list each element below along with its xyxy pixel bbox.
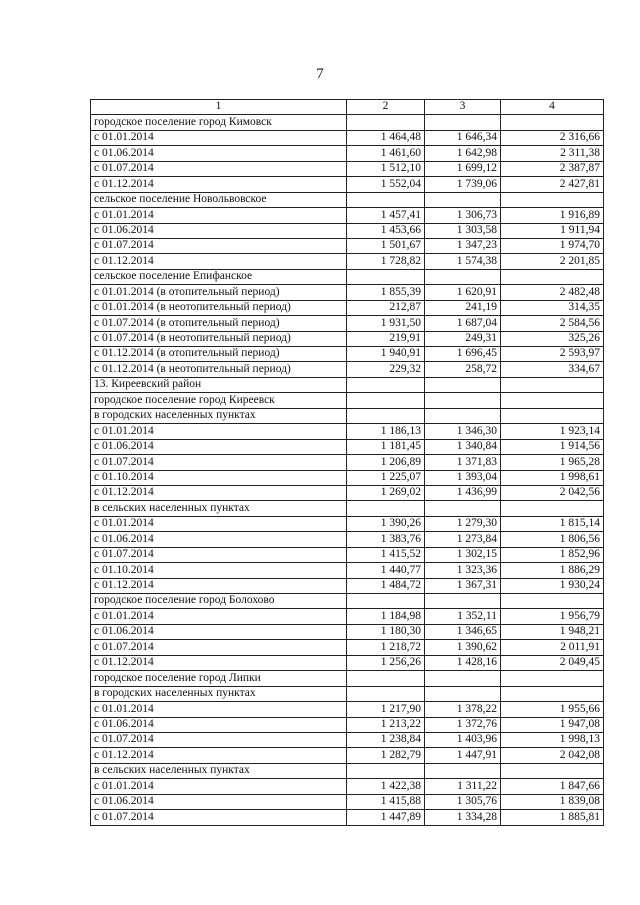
value-cell: [347, 192, 425, 207]
value-cell: 1 282,79: [347, 748, 425, 763]
value-cell: 1 206,89: [347, 455, 425, 470]
value-cell: 1 574,38: [425, 254, 501, 269]
row-label-cell: с 01.01.2014 (в неотопительный период): [91, 300, 347, 315]
row-label-cell: с 01.10.2014: [91, 563, 347, 578]
value-cell: 2 311,38: [501, 146, 604, 161]
value-cell: 1 806,56: [501, 532, 604, 547]
value-cell: 1 340,84: [425, 439, 501, 454]
value-cell: 2 042,56: [501, 485, 604, 500]
value-cell: 1 311,22: [425, 779, 501, 794]
value-cell: [347, 408, 425, 423]
row-label-cell: с 01.01.2014: [91, 424, 347, 439]
row-label-cell: с 01.07.2014: [91, 161, 347, 176]
value-cell: 1 464,48: [347, 130, 425, 145]
value-cell: 1 184,98: [347, 609, 425, 624]
table-row: [91, 686, 604, 701]
table-header-row: [91, 100, 604, 115]
value-cell: 2 011,91: [501, 640, 604, 655]
value-cell: 1 642,98: [425, 146, 501, 161]
value-cell: 1 390,26: [347, 516, 425, 531]
value-cell: [347, 763, 425, 778]
value-cell: 1 974,70: [501, 238, 604, 253]
value-cell: [347, 269, 425, 284]
value-cell: 1 956,79: [501, 609, 604, 624]
value-cell: 1 947,08: [501, 717, 604, 732]
value-cell: 1 728,82: [347, 254, 425, 269]
table-row: [91, 547, 604, 562]
value-cell: [501, 594, 604, 609]
tariff-table-body: [91, 100, 604, 826]
table-row: [91, 130, 604, 145]
value-cell: 1 447,91: [425, 748, 501, 763]
row-label-cell: с 01.07.2014 (в неотопительный период): [91, 331, 347, 346]
table-row: [91, 748, 604, 763]
value-cell: 1 699,12: [425, 161, 501, 176]
value-cell: [501, 192, 604, 207]
value-cell: [501, 393, 604, 408]
value-cell: [425, 192, 501, 207]
row-label-cell: городское поселение город Киреевск: [91, 393, 347, 408]
row-label-cell: с 01.07.2014: [91, 732, 347, 747]
table-row: [91, 192, 604, 207]
value-cell: 2 482,48: [501, 285, 604, 300]
value-cell: 2 042,08: [501, 748, 604, 763]
value-cell: 1 273,84: [425, 532, 501, 547]
column-header: 2: [347, 100, 425, 115]
value-cell: 1 378,22: [425, 702, 501, 717]
table-row: [91, 763, 604, 778]
table-row: [91, 455, 604, 470]
table-row: [91, 393, 604, 408]
row-label-cell: с 01.01.2014: [91, 779, 347, 794]
value-cell: [425, 594, 501, 609]
row-label-cell: с 01.07.2014: [91, 640, 347, 655]
value-cell: 1 383,76: [347, 532, 425, 547]
row-label-cell: с 01.07.2014: [91, 238, 347, 253]
value-cell: [501, 115, 604, 130]
value-cell: [347, 671, 425, 686]
table-row: [91, 578, 604, 593]
value-cell: 1 940,91: [347, 347, 425, 362]
row-label-cell: сельское поселение Епифанское: [91, 269, 347, 284]
table-row: [91, 516, 604, 531]
value-cell: 1 305,76: [425, 794, 501, 809]
value-cell: [425, 763, 501, 778]
row-label-cell: с 01.06.2014: [91, 223, 347, 238]
row-label-cell: в городских населенных пунктах: [91, 686, 347, 701]
value-cell: 1 620,91: [425, 285, 501, 300]
table-row: [91, 300, 604, 315]
value-cell: 1 217,90: [347, 702, 425, 717]
table-row: [91, 485, 604, 500]
value-cell: 1 512,10: [347, 161, 425, 176]
value-cell: 2 316,66: [501, 130, 604, 145]
page-number: 7: [316, 66, 324, 82]
value-cell: 1 393,04: [425, 470, 501, 485]
row-label-cell: сельское поселение Новольвовское: [91, 192, 347, 207]
row-label-cell: с 01.07.2014: [91, 810, 347, 825]
value-cell: 212,87: [347, 300, 425, 315]
row-label-cell: с 01.06.2014: [91, 624, 347, 639]
table-row: [91, 732, 604, 747]
row-label-cell: с 01.01.2014: [91, 516, 347, 531]
value-cell: 1 334,28: [425, 810, 501, 825]
table-row: [91, 238, 604, 253]
value-cell: 1 484,72: [347, 578, 425, 593]
value-cell: 1 923,14: [501, 424, 604, 439]
value-cell: 1 696,45: [425, 347, 501, 362]
value-cell: 1 428,16: [425, 655, 501, 670]
value-cell: [425, 115, 501, 130]
value-cell: 1 186,13: [347, 424, 425, 439]
value-cell: 1 461,60: [347, 146, 425, 161]
value-cell: 1 238,84: [347, 732, 425, 747]
value-cell: 1 447,89: [347, 810, 425, 825]
value-cell: 1 930,24: [501, 578, 604, 593]
row-label-cell: с 01.01.2014: [91, 208, 347, 223]
row-label-cell: с 01.06.2014: [91, 794, 347, 809]
value-cell: 1 852,96: [501, 547, 604, 562]
value-cell: [425, 269, 501, 284]
table-row: [91, 177, 604, 192]
value-cell: 1 931,50: [347, 316, 425, 331]
table-row: [91, 161, 604, 176]
value-cell: 1 181,45: [347, 439, 425, 454]
value-cell: 1 390,62: [425, 640, 501, 655]
row-label-cell: с 01.12.2014: [91, 748, 347, 763]
value-cell: [347, 377, 425, 392]
row-label-cell: с 01.06.2014: [91, 532, 347, 547]
row-label-cell: городское поселение город Липки: [91, 671, 347, 686]
value-cell: 1 213,22: [347, 717, 425, 732]
value-cell: 1 457,41: [347, 208, 425, 223]
value-cell: [501, 377, 604, 392]
value-cell: [425, 408, 501, 423]
value-cell: 1 323,36: [425, 563, 501, 578]
value-cell: [501, 671, 604, 686]
row-label-cell: с 01.07.2014 (в отопительный период): [91, 316, 347, 331]
value-cell: 1 218,72: [347, 640, 425, 655]
value-cell: 2 201,85: [501, 254, 604, 269]
value-cell: 1 886,29: [501, 563, 604, 578]
row-label-cell: с 01.01.2014: [91, 609, 347, 624]
value-cell: 241,19: [425, 300, 501, 315]
value-cell: 1 256,26: [347, 655, 425, 670]
value-cell: 1 371,83: [425, 455, 501, 470]
value-cell: 1 911,94: [501, 223, 604, 238]
table-row: [91, 285, 604, 300]
value-cell: 1 347,23: [425, 238, 501, 253]
row-label-cell: с 01.01.2014: [91, 130, 347, 145]
value-cell: 258,72: [425, 362, 501, 377]
table-row: [91, 269, 604, 284]
value-cell: 1 998,13: [501, 732, 604, 747]
value-cell: 1 306,73: [425, 208, 501, 223]
tariff-table: [90, 99, 604, 826]
row-label-cell: с 01.12.2014 (в отопительный период): [91, 347, 347, 362]
value-cell: 1 346,30: [425, 424, 501, 439]
value-cell: 1 225,07: [347, 470, 425, 485]
value-cell: 1 914,56: [501, 439, 604, 454]
table-row: [91, 794, 604, 809]
value-cell: 2 584,56: [501, 316, 604, 331]
value-cell: [501, 763, 604, 778]
value-cell: 1 552,04: [347, 177, 425, 192]
value-cell: 1 998,61: [501, 470, 604, 485]
value-cell: [425, 377, 501, 392]
table-row: [91, 609, 604, 624]
value-cell: 2 387,87: [501, 161, 604, 176]
row-label-cell: с 01.12.2014: [91, 578, 347, 593]
value-cell: 1 501,67: [347, 238, 425, 253]
row-label-cell: с 01.06.2014: [91, 439, 347, 454]
value-cell: 1 815,14: [501, 516, 604, 531]
value-cell: 1 303,58: [425, 223, 501, 238]
column-header: 3: [425, 100, 501, 115]
value-cell: 1 415,52: [347, 547, 425, 562]
value-cell: [347, 594, 425, 609]
value-cell: [501, 686, 604, 701]
table-row: [91, 810, 604, 825]
value-cell: [501, 501, 604, 516]
table-row: [91, 470, 604, 485]
table-row: [91, 501, 604, 516]
row-label-cell: с 01.07.2014: [91, 455, 347, 470]
table-row: [91, 115, 604, 130]
value-cell: 1 739,06: [425, 177, 501, 192]
column-header: 4: [501, 100, 604, 115]
value-cell: [425, 671, 501, 686]
table-row: [91, 624, 604, 639]
value-cell: 1 403,96: [425, 732, 501, 747]
value-cell: 1 180,30: [347, 624, 425, 639]
value-cell: 1 440,77: [347, 563, 425, 578]
row-label-cell: в городских населенных пунктах: [91, 408, 347, 423]
value-cell: [347, 686, 425, 701]
table-row: [91, 347, 604, 362]
column-header: 1: [91, 100, 347, 115]
value-cell: [347, 501, 425, 516]
table-row: [91, 532, 604, 547]
value-cell: 1 453,66: [347, 223, 425, 238]
value-cell: 219,91: [347, 331, 425, 346]
row-label-cell: с 01.12.2014: [91, 177, 347, 192]
row-label-cell: городское поселение город Болохово: [91, 594, 347, 609]
row-label-cell: с 01.01.2014: [91, 702, 347, 717]
table-row: [91, 254, 604, 269]
value-cell: 1 839,08: [501, 794, 604, 809]
value-cell: 325,26: [501, 331, 604, 346]
table-row: [91, 655, 604, 670]
value-cell: 1 367,31: [425, 578, 501, 593]
row-label-cell: с 01.12.2014: [91, 655, 347, 670]
value-cell: 1 302,15: [425, 547, 501, 562]
table-row: [91, 671, 604, 686]
row-label-cell: в сельских населенных пунктах: [91, 501, 347, 516]
value-cell: 1 346,65: [425, 624, 501, 639]
value-cell: 1 847,66: [501, 779, 604, 794]
value-cell: 1 687,04: [425, 316, 501, 331]
value-cell: 2 049,45: [501, 655, 604, 670]
value-cell: 2 593,97: [501, 347, 604, 362]
value-cell: [425, 686, 501, 701]
table-row: [91, 362, 604, 377]
table-row: [91, 223, 604, 238]
value-cell: [347, 393, 425, 408]
table-row: [91, 717, 604, 732]
value-cell: 1 916,89: [501, 208, 604, 223]
row-label-cell: городское поселение город Кимовск: [91, 115, 347, 130]
value-cell: [347, 115, 425, 130]
table-row: [91, 640, 604, 655]
value-cell: 2 427,81: [501, 177, 604, 192]
value-cell: 1 436,99: [425, 485, 501, 500]
value-cell: 1 352,11: [425, 609, 501, 624]
row-label-cell: в сельских населенных пунктах: [91, 763, 347, 778]
value-cell: 1 372,76: [425, 717, 501, 732]
table-row: [91, 408, 604, 423]
row-label-cell: с 01.10.2014: [91, 470, 347, 485]
value-cell: 1 948,21: [501, 624, 604, 639]
table-row: [91, 316, 604, 331]
value-cell: 1 269,02: [347, 485, 425, 500]
value-cell: 314,35: [501, 300, 604, 315]
value-cell: 1 955,66: [501, 702, 604, 717]
value-cell: [501, 269, 604, 284]
value-cell: 1 965,28: [501, 455, 604, 470]
table-row: [91, 594, 604, 609]
table-row: [91, 439, 604, 454]
row-label-cell: с 01.06.2014: [91, 146, 347, 161]
value-cell: 1 422,38: [347, 779, 425, 794]
row-label-cell: с 01.12.2014: [91, 485, 347, 500]
table-row: [91, 779, 604, 794]
value-cell: 1 646,34: [425, 130, 501, 145]
row-label-cell: с 01.12.2014: [91, 254, 347, 269]
row-label-cell: с 01.06.2014: [91, 717, 347, 732]
table-row: [91, 208, 604, 223]
table-row: [91, 146, 604, 161]
value-cell: 1 415,88: [347, 794, 425, 809]
value-cell: 249,31: [425, 331, 501, 346]
table-row: [91, 424, 604, 439]
table-row: [91, 563, 604, 578]
value-cell: 1 855,39: [347, 285, 425, 300]
value-cell: 1 279,30: [425, 516, 501, 531]
value-cell: 1 885,81: [501, 810, 604, 825]
row-label-cell: с 01.07.2014: [91, 547, 347, 562]
table-row: [91, 377, 604, 392]
value-cell: 229,32: [347, 362, 425, 377]
table-row: [91, 331, 604, 346]
row-label-cell: 13. Киреевский район: [91, 377, 347, 392]
value-cell: 334,67: [501, 362, 604, 377]
row-label-cell: с 01.12.2014 (в неотопительный период): [91, 362, 347, 377]
row-label-cell: с 01.01.2014 (в отопительный период): [91, 285, 347, 300]
value-cell: [501, 408, 604, 423]
value-cell: [425, 393, 501, 408]
table-row: [91, 702, 604, 717]
value-cell: [425, 501, 501, 516]
